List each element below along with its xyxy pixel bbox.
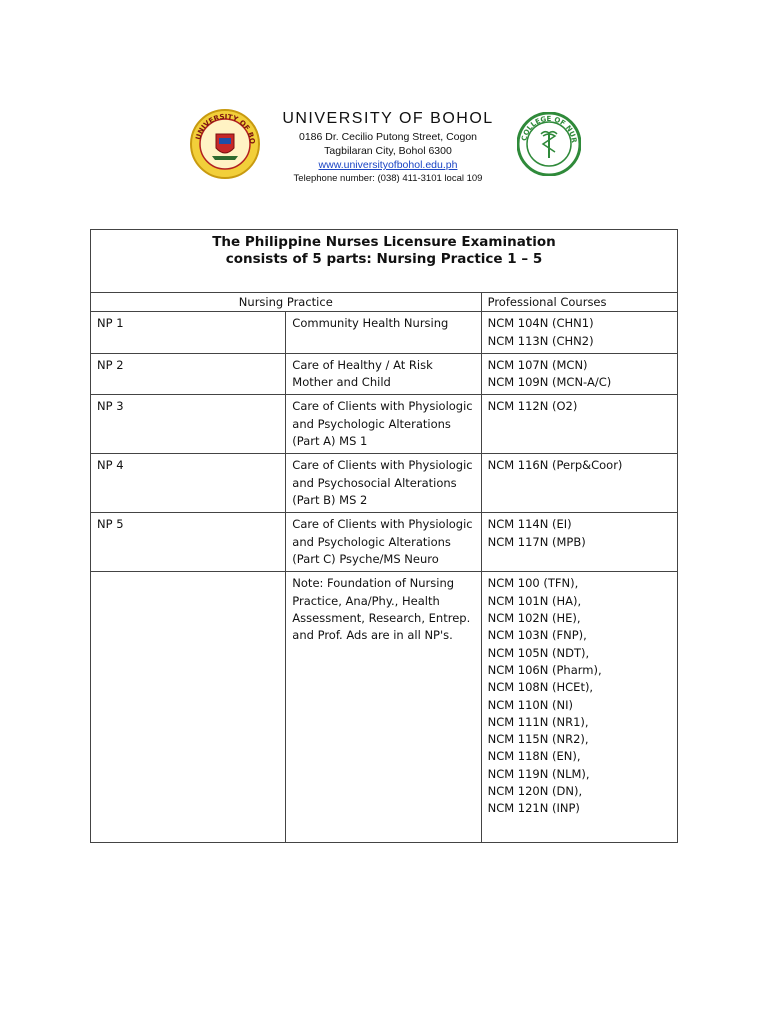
table-row-notes (91, 572, 678, 843)
np-description: Community Health Nursing (286, 312, 481, 354)
foundation-courses: NCM 100 (TFN), NCM 101N (HA), NCM 102N (HE), NCM 103N (FNP), NCM 105N (NDT), NCM 106N (Pharm), NCM 108N (HCEt), NCM 110N (NI) NCM 111N (NR1), NCM 115N (NR2), NCM 118N (EN), NCM 119N (NLM), NCM 120N (DN), NCM 121N (INP) (481, 572, 677, 843)
column-header-professional-courses: Professional Courses (481, 293, 677, 312)
np-description: Care of Clients with Physiologic and Psychosocial Alterations (Part B) MS 2 (286, 454, 481, 513)
table-title (91, 230, 678, 293)
np-courses: NCM 112N (O2) (481, 395, 677, 454)
np-code: NP 2 (91, 353, 286, 395)
letterhead (262, 110, 514, 186)
np-description: Care of Clients with Physiologic and Psychologic Alterations (Part C) Psyche/MS Neuro (286, 513, 481, 572)
table-body (91, 312, 678, 572)
table-row (91, 353, 678, 395)
table-title-line-1: The Philippine Nurses Licensure Examination (212, 234, 556, 250)
table-row (91, 312, 678, 354)
np-code: NP 1 (91, 312, 286, 354)
np-courses: NCM 104N (CHN1) NCM 113N (CHN2) (481, 312, 677, 354)
telephone-line: Telephone number: (038) 411-3101 local 109 (293, 173, 483, 184)
np-code: NP 4 (91, 454, 286, 513)
np-code: NP 5 (91, 513, 286, 572)
np-description: Care of Healthy / At Risk Mother and Child (286, 353, 481, 395)
table-row (91, 454, 678, 513)
address-line-2: Tagbilaran City, Bohol 6300 (324, 145, 452, 157)
university-name: UNIVERSITY OF BOHOL (282, 110, 494, 127)
university-seal-logo (190, 108, 260, 180)
empty-cell (91, 572, 286, 843)
table-title-line-2: consists of 5 parts: Nursing Practice 1 – 5 (225, 251, 543, 268)
foundation-note: Note: Foundation of Nursing Practice, Ana/Phy., Health Assessment, Research, Entrep. and Prof. Ads are in all NP's. (286, 572, 481, 843)
website-link[interactable]: www.universityofbohol.edu.ph (318, 159, 458, 171)
licensure-exam-table (90, 229, 678, 843)
svg-text:UNIVERSITY OF BOHOL: UNIVERSITY OF BO (194, 112, 257, 145)
column-header-nursing-practice: Nursing Practice (91, 293, 482, 312)
np-description: Care of Clients with Physiologic and Psychologic Alterations (Part A) MS 1 (286, 395, 481, 454)
np-code: NP 3 (91, 395, 286, 454)
np-courses: NCM 114N (EI) NCM 117N (MPB) (481, 513, 677, 572)
np-courses: NCM 116N (Perp&Coor) (481, 454, 677, 513)
address-line-1: 0186 Dr. Cecilio Putong Street, Cogon (298, 131, 478, 143)
college-of-nursing-seal-logo (517, 112, 581, 176)
table-row (91, 513, 678, 572)
svg-text:COLLEGE OF NURSING: COLLEGE OF NUR (520, 114, 579, 144)
table-row (91, 395, 678, 454)
np-courses: NCM 107N (MCN) NCM 109N (MCN-A/C) (481, 353, 677, 395)
